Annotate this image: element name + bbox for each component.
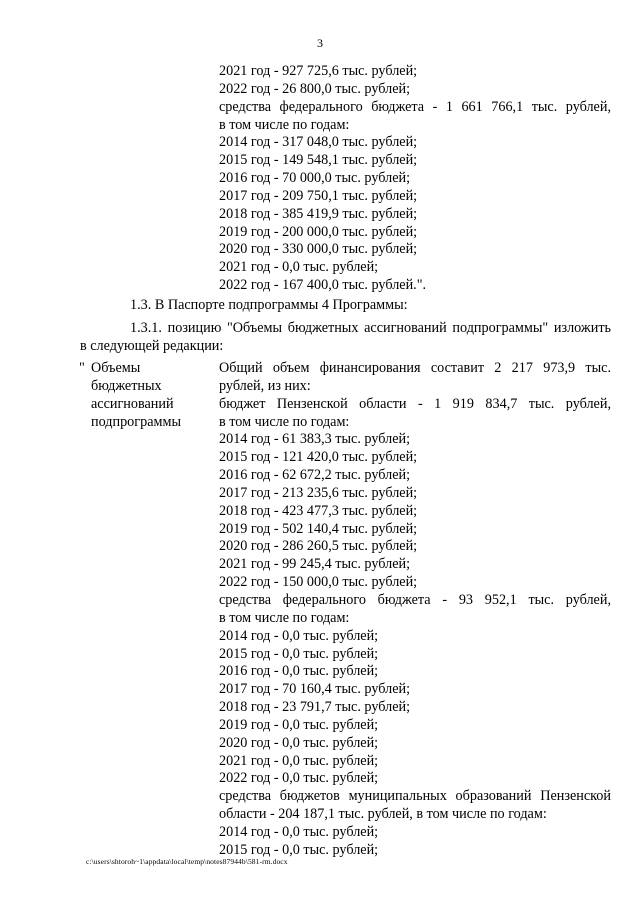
list-line: 2019 год - 502 140,4 тыс. рублей; [219, 520, 418, 537]
list-line: 2015 год - 0,0 тыс. рублей; [219, 645, 379, 662]
instruction-line: 1.3.1. позицию "Объемы бюджетных ассигнований подпрограммы" изложить [130, 320, 611, 336]
municipal-budget-line: средства бюджетов муниципальных образований Пензенской [219, 788, 611, 805]
federal-budget-line: средства федерального бюджета - 1 661 766,1 тыс. рублей, [219, 98, 611, 115]
page-number: 3 [317, 36, 323, 50]
row-label-line: бюджетных [91, 377, 162, 394]
list-line: 2014 год - 317 048,0 тыс. рублей; [219, 134, 418, 151]
federal-budget-line-cont: в том числе по годам: [219, 116, 350, 133]
row-label [91, 360, 209, 431]
row-label-line: подпрограммы [91, 413, 181, 430]
instruction-paragraph [80, 320, 611, 356]
list-line: 2021 год - 99 245,4 тыс. рублей; [219, 556, 411, 573]
list-line: 2020 год - 330 000,0 тыс. рублей; [219, 241, 418, 258]
list-line: 2022 год - 150 000,0 тыс. рублей; [219, 574, 418, 591]
list-line: 2019 год - 0,0 тыс. рублей; [219, 716, 379, 733]
instruction-line: в следующей редакции: [80, 337, 224, 354]
section-heading: 1.3. В Паспорте подпрограммы 4 Программы: [130, 297, 408, 313]
list-line: 2021 год - 0,0 тыс. рублей; [219, 752, 379, 769]
regional-budget-line: бюджет Пензенской области - 1 919 834,7 тыс. рублей, [219, 395, 611, 412]
list-line: 2016 год - 62 672,2 тыс. рублей; [219, 467, 411, 484]
list-line: 2017 год - 213 235,6 тыс. рублей; [219, 484, 418, 501]
municipal-budget-line-cont: области - 204 187,1 тыс. рублей, в том числе по годам: [219, 806, 547, 823]
list-line: 2014 год - 61 383,3 тыс. рублей; [219, 431, 411, 448]
list-line: 2022 год - 167 400,0 тыс. рублей.". [219, 277, 427, 294]
list-line: 2016 год - 70 000,0 тыс. рублей; [219, 170, 411, 187]
list-line: 2018 год - 423 477,3 тыс. рублей; [219, 502, 418, 519]
list-line: 2022 год - 0,0 тыс. рублей; [219, 770, 379, 787]
list-line: 2015 год - 0,0 тыс. рублей; [219, 841, 379, 858]
total-line: Общий объем финансирования составит 2 217 973,9 тыс. [219, 360, 611, 376]
list-line: 2019 год - 200 000,0 тыс. рублей; [219, 223, 418, 240]
row-label-line: ассигнований [91, 395, 174, 412]
list-line: 2021 год - 0,0 тыс. рублей; [219, 259, 379, 276]
regional-budget-line-cont: в том числе по годам: [219, 413, 350, 430]
list-line: 2020 год - 0,0 тыс. рублей; [219, 734, 379, 751]
top-funding-list [219, 63, 611, 295]
list-line: 2021 год - 927 725,6 тыс. рублей; [219, 63, 418, 79]
list-line: 2017 год - 209 750,1 тыс. рублей; [219, 187, 418, 204]
list-line: 2020 год - 286 260,5 тыс. рублей; [219, 538, 418, 555]
row-value [219, 360, 611, 860]
list-line: 2014 год - 0,0 тыс. рублей; [219, 823, 379, 840]
file-path-footer: c:\users\shtoroh~1\appdata\local\temp\notes87944b\581-rm.docx [86, 857, 288, 866]
total-line-cont: рублей, из них: [219, 377, 311, 394]
list-line: 2016 год - 0,0 тыс. рублей; [219, 663, 379, 680]
opening-quote: " [79, 360, 85, 376]
federal-budget-line-cont: в том числе по годам: [219, 609, 350, 626]
list-line: 2015 год - 149 548,1 тыс. рублей; [219, 152, 418, 169]
federal-budget-line: средства федерального бюджета - 93 952,1 тыс. рублей, [219, 591, 611, 608]
list-line: 2018 год - 385 419,9 тыс. рублей; [219, 205, 418, 222]
row-label-line: Объемы [91, 360, 141, 376]
list-line: 2022 год - 26 800,0 тыс. рублей; [219, 80, 411, 97]
list-line: 2018 год - 23 791,7 тыс. рублей; [219, 699, 411, 716]
list-line: 2017 год - 70 160,4 тыс. рублей; [219, 681, 411, 698]
list-line: 2015 год - 121 420,0 тыс. рублей; [219, 449, 418, 466]
list-line: 2014 год - 0,0 тыс. рублей; [219, 627, 379, 644]
